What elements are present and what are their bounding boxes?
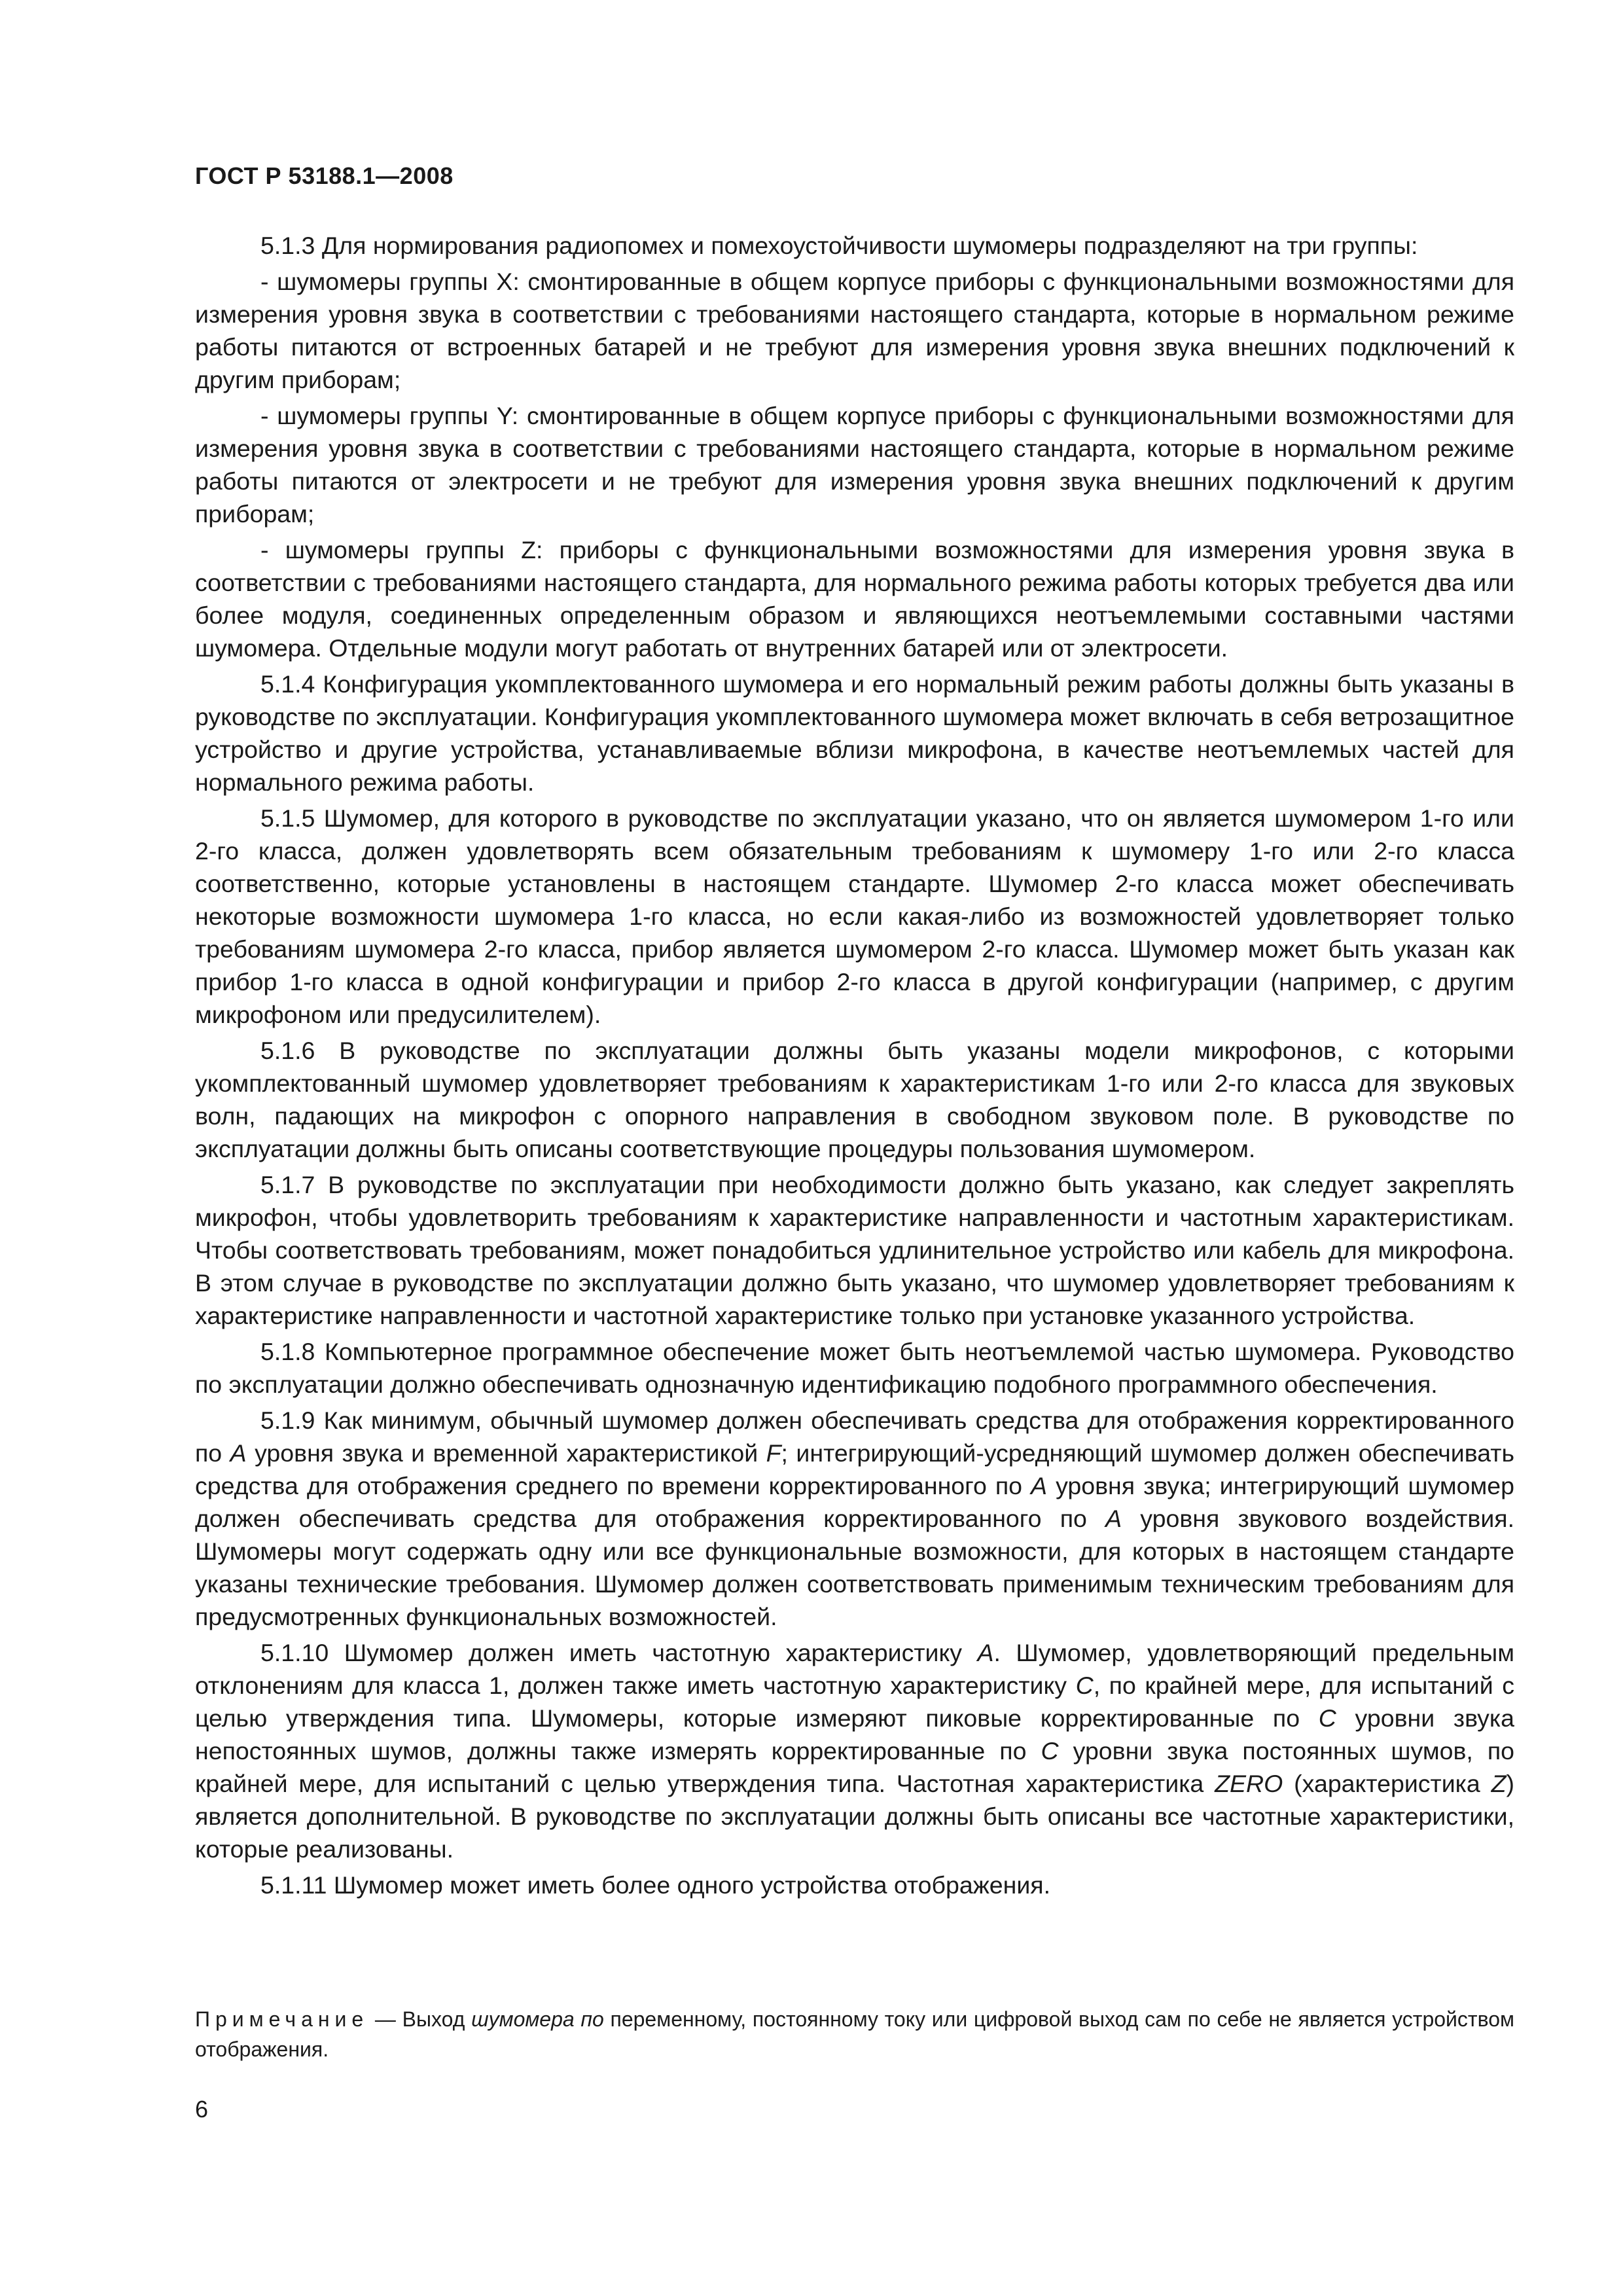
paragraph-5-1-10 bbox=[195, 1636, 1514, 1865]
document-body bbox=[195, 229, 1514, 1905]
text-run: 5.1.9 Как минимум, обычный шумомер должен обеспечивать средства для отображения корректированного по bbox=[195, 1407, 1514, 1467]
paragraph-5-1-8: 5.1.8 Компьютерное программное обеспечение может быть неотъемлемой частью шумомера. Руководство по эксплуатации должно обеспечивать однозначную идентификацию подобного программного обеспечения. bbox=[195, 1338, 1514, 1398]
italic-term: шумомера по bbox=[471, 2007, 604, 2031]
paragraph-5-1-11: 5.1.11 Шумомер может иметь более одного устройства отображения. bbox=[260, 1871, 1051, 1899]
text-run: переменному, постоянному току или цифровой выход сам по себе не является устройством отображения. bbox=[195, 2007, 1515, 2061]
text-run: — Выход bbox=[368, 2007, 472, 2031]
italic-term: А bbox=[1105, 1505, 1122, 1532]
paragraph-5-1-3: 5.1.3 Для нормирования радиопомех и помехоустойчивости шумомеры подразделяют на три группы: bbox=[260, 232, 1418, 259]
text-run: ) является дополнительной. В руководстве по эксплуатации должны быть описаны все частотные характеристики, которые реализованы. bbox=[195, 1770, 1515, 1863]
text-run: . Шумомер, удовлетворяющий предельным отклонениям для класса 1, должен также иметь частотную характеристику bbox=[195, 1639, 1514, 1699]
italic-term: С bbox=[1041, 1737, 1059, 1765]
text-run: уровня звукового воздействия. Шумомеры могут содержать одну или все функциональные возможности, для которых в настоящем стандарте указаны технические требования. Шумомер должен соответствовать применимым техническим требованиям для предусмотренных функциональных возможностей. bbox=[195, 1505, 1514, 1630]
italic-term: F bbox=[766, 1439, 781, 1467]
text-run: уровни звука постоянных шумов, по крайней мере, для испытаний с целью утверждения типа. Частотная характеристика bbox=[195, 1737, 1514, 1797]
italic-term: А bbox=[1031, 1472, 1048, 1499]
text-run: ; интегрирующий-усредняющий шумомер должен обеспечивать средства для отображения среднего по времени корректированного по bbox=[195, 1439, 1514, 1499]
page-number: 6 bbox=[195, 2096, 209, 2123]
paragraph-5-1-4: 5.1.4 Конфигурация укомплектованного шумомера и его нормальный режим работы должны быть указаны в руководстве по эксплуатации. Конфигурация укомплектованного шумомера может включать в себя ветрозащитное устройство и другие устройства, устанавливаемые вблизи микрофона, в качестве неотъемлемых частей для нормального режима работы. bbox=[195, 670, 1514, 796]
document-header: ГОСТ Р 53188.1—2008 bbox=[195, 162, 454, 189]
text-run: 5.1.10 Шумомер должен иметь частотную характеристику bbox=[260, 1639, 978, 1666]
italic-term: А bbox=[230, 1439, 247, 1467]
italic-term: ZERO bbox=[1215, 1770, 1283, 1797]
italic-term: С bbox=[1318, 1704, 1336, 1732]
note-label: Примечание bbox=[195, 2007, 369, 2031]
text-run: , по крайней мере, для испытаний с целью утверждения типа. Шумомеры, которые измеряют пиковые корректированные по bbox=[195, 1672, 1514, 1732]
italic-term: С bbox=[1075, 1672, 1094, 1699]
paragraph-5-1-9 bbox=[195, 1404, 1514, 1633]
paragraph-5-1-7: 5.1.7 В руководстве по эксплуатации при необходимости должно быть указано, как следует закреплять микрофон, чтобы удовлетворить требованиям к характеристике направленности и частотным характеристикам. Чтобы соответствовать требованиям, может понадобиться удлинительное устройство или кабель для микрофона. В этом случае в руководстве по эксплуатации должно быть указано, что шумомер удовлетворяет требованиям к характеристике направленности и частотной характеристике только при установке указанного устройства. bbox=[195, 1171, 1514, 1329]
note bbox=[195, 2004, 1514, 2064]
text-run: уровни звука непостоянных шумов, должны также измерять корректированные по bbox=[195, 1704, 1514, 1765]
list-item-group-y: - шумомеры группы Y: смонтированные в общем корпусе приборы с функциональными возможностями для измерения уровня звука в соответствии с требованиями настоящего стандарта, которые в нормальном режиме работы питаются от электросети и не требуют для измерения уровня звука внешних подключений к другим приборам; bbox=[195, 402, 1514, 528]
list-item-group-x: - шумомеры группы X: смонтированные в общем корпусе приборы с функциональными возможностями для измерения уровня звука в соответствии с требованиями настоящего стандарта, которые в нормальном режиме работы питаются от встроенных батарей и не требуют для измерения уровня звука внешних подключений к другим приборам; bbox=[195, 268, 1514, 393]
italic-term: Z bbox=[1491, 1770, 1507, 1797]
paragraph-5-1-5: 5.1.5 Шумомер, для которого в руководстве по эксплуатации указано, что он является шумомером 1-го или 2-го класса, должен удовлетворять всем обязательным требованиям к шумомеру 1-го или 2-го класса соответственно, которые установлены в настоящем стандарте. Шумомер 2-го класса может обеспечивать некоторые возможности шумомера 1-го класса, но если какая-либо из возможностей удовлетворяет только требованиям шумомера 2-го класса, прибор является шумомером 2-го класса. Шумомер может быть указан как прибор 1-го класса в одной конфигурации и прибор 2-го класса в другой конфигурации (например, с другим микрофоном или предусилителем). bbox=[195, 804, 1514, 1028]
list-item-group-z: - шумомеры группы Z: приборы с функциональными возможностями для измерения уровня звука в соответствии с требованиями настоящего стандарта, для нормального режима работы которых требуется два или более модуля, соединенных определенным образом и являющихся неотъемлемыми составными частями шумомера. Отдельные модули могут работать от внутренних батарей или от электросети. bbox=[195, 536, 1514, 662]
document-page bbox=[195, 0, 1514, 2296]
italic-term: А bbox=[977, 1639, 994, 1666]
paragraph-5-1-6: 5.1.6 В руководстве по эксплуатации должны быть указаны модели микрофонов, с которыми укомплектованный шумомер удовлетворяет требованиям к характеристикам 1-го или 2-го класса для звуковых волн, падающих на микрофон с опорного направления в свободном звуковом поле. В руководстве по эксплуатации должны быть описаны соответствующие процедуры пользования шумомером. bbox=[195, 1037, 1514, 1162]
text-run: (характеристика bbox=[1283, 1770, 1491, 1797]
text-run: уровня звука; интегрирующий шумомер должен обеспечивать средства для отображения корректированного по bbox=[195, 1472, 1515, 1532]
text-run: уровня звука и временной характеристикой bbox=[246, 1439, 766, 1467]
